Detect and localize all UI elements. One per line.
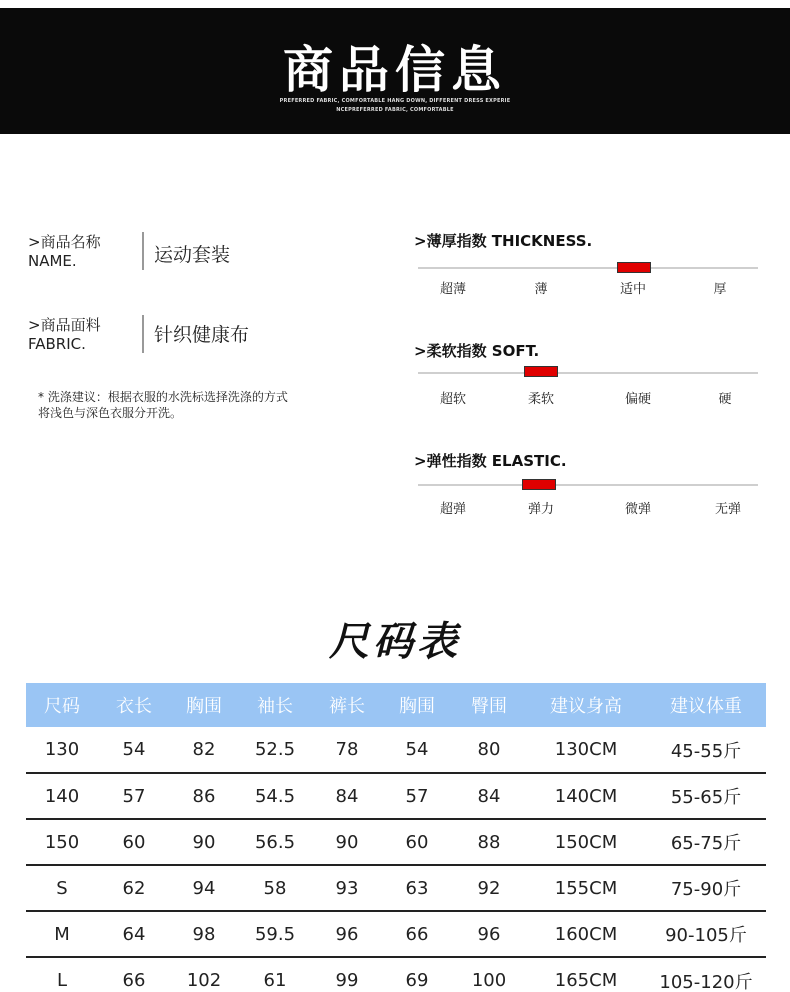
- table-cell: 130CM: [526, 727, 646, 773]
- table-cell: 105-120斤: [659, 971, 753, 992]
- table-cell: 90: [170, 819, 238, 865]
- header-cell: 裤长: [312, 683, 382, 727]
- table-cell: 100: [471, 970, 507, 991]
- thickness-label-2: 薄: [534, 282, 548, 297]
- banner-subtitle-line1: PREFERRED FABRIC, COMFORTABLE HANG DOWN, DIFFERENT DRESS EXPERIE: [279, 98, 511, 104]
- care-note: [38, 389, 288, 421]
- table-cell: 66: [122, 970, 146, 991]
- table-cell: 140: [26, 773, 98, 819]
- soft-label-3: 偏硬: [624, 392, 651, 407]
- thickness-label-4: 厚: [713, 282, 727, 297]
- banner-title: 商品信息: [283, 41, 507, 99]
- table-row: [26, 773, 766, 819]
- elastic-scale-line: [418, 484, 758, 486]
- table-cell: 63: [382, 865, 452, 911]
- table-cell: S: [26, 865, 98, 911]
- size-table-header: [26, 683, 766, 727]
- size-table: [26, 683, 766, 992]
- table-cell: 130: [26, 727, 98, 773]
- table-row: [26, 819, 766, 865]
- table-cell: 55-65斤: [646, 773, 766, 819]
- name-divider: [142, 232, 144, 270]
- table-cell: 45-55斤: [646, 727, 766, 773]
- name-label: [28, 233, 101, 271]
- table-cell: 90: [312, 819, 382, 865]
- table-cell: 58: [238, 865, 312, 911]
- table-cell: 82: [170, 727, 238, 773]
- fabric-divider: [142, 315, 144, 353]
- header-cell: 衣长: [98, 683, 170, 727]
- table-cell: L: [56, 970, 68, 991]
- soft-label-2: 柔软: [527, 392, 554, 407]
- table-row: [26, 865, 766, 911]
- header-cell: 胸围: [382, 683, 452, 727]
- table-cell: 75-90斤: [646, 865, 766, 911]
- table-cell: 102: [186, 970, 222, 991]
- header-cell: 袖长: [238, 683, 312, 727]
- table-cell: 90-105斤: [646, 911, 766, 957]
- table-cell: 160CM: [526, 911, 646, 957]
- table-cell: 96: [312, 911, 382, 957]
- table-cell: 60: [98, 819, 170, 865]
- elastic-label-4: 无弹: [714, 502, 741, 517]
- thickness-title: >薄厚指数 THICKNESS.: [414, 232, 593, 250]
- thickness-scale-line: [418, 267, 758, 269]
- table-cell: 65-75斤: [646, 819, 766, 865]
- table-cell: 99: [335, 970, 359, 991]
- table-cell: 54: [98, 727, 170, 773]
- thickness-label-3: 适中: [619, 282, 646, 297]
- table-cell: 59.5: [238, 911, 312, 957]
- header-cell: 尺码: [26, 683, 98, 727]
- table-cell: 93: [312, 865, 382, 911]
- table-cell: 56.5: [238, 819, 312, 865]
- header-cell: 建议身高: [526, 683, 646, 727]
- fabric-label: [28, 316, 101, 354]
- table-cell: 62: [98, 865, 170, 911]
- soft-title: >柔软指数 SOFT.: [414, 342, 540, 360]
- fabric-value: 针织健康布: [154, 324, 250, 346]
- table-row: [26, 727, 766, 773]
- table-cell: 61: [263, 970, 287, 991]
- soft-marker: [524, 366, 558, 377]
- thickness-marker: [617, 262, 651, 273]
- table-cell: 88: [452, 819, 526, 865]
- care-line-1: * 洗涤建议：根据衣服的水洗标选择洗涤的方式: [38, 390, 288, 404]
- table-cell: 69: [405, 970, 429, 991]
- soft-scale-line: [418, 372, 758, 374]
- table-cell: 84: [452, 773, 526, 819]
- table-cell: 60: [382, 819, 452, 865]
- care-line-2: 将浅色与深色衣服分开洗。: [38, 406, 183, 420]
- header-cell: 胸围: [170, 683, 238, 727]
- elastic-marker: [522, 479, 556, 490]
- table-cell: 140CM: [526, 773, 646, 819]
- name-label-en: NAME.: [28, 252, 77, 270]
- elastic-title: >弹性指数 ELASTIC.: [414, 452, 567, 470]
- table-cell: 54.5: [238, 773, 312, 819]
- table-cell: 54: [382, 727, 452, 773]
- table-cell: M: [26, 911, 98, 957]
- table-cell: 96: [452, 911, 526, 957]
- table-cell: 66: [382, 911, 452, 957]
- table-cell: 92: [452, 865, 526, 911]
- table-cell: 150: [26, 819, 98, 865]
- table-cell: 165CM: [554, 970, 618, 991]
- elastic-label-2: 弹力: [527, 502, 554, 517]
- elastic-label-1: 超弹: [439, 502, 466, 517]
- table-cell: 57: [382, 773, 452, 819]
- table-cell: 94: [170, 865, 238, 911]
- table-cell: 78: [312, 727, 382, 773]
- table-row: [26, 957, 766, 992]
- name-value: 运动套装: [154, 244, 231, 266]
- header-cell: 建议体重: [646, 683, 766, 727]
- table-cell: 86: [170, 773, 238, 819]
- table-cell: 155CM: [526, 865, 646, 911]
- soft-label-1: 超软: [439, 392, 466, 407]
- table-row: [26, 911, 766, 957]
- header-banner: [0, 8, 790, 134]
- table-cell: 150CM: [526, 819, 646, 865]
- fabric-label-en: FABRIC.: [28, 335, 86, 353]
- table-cell: 64: [98, 911, 170, 957]
- table-cell: 98: [170, 911, 238, 957]
- size-chart-title: 尺码表: [329, 619, 461, 665]
- name-label-cn: >商品名称: [28, 233, 101, 251]
- table-cell: 52.5: [238, 727, 312, 773]
- soft-label-4: 硬: [718, 392, 732, 407]
- table-cell: 57: [98, 773, 170, 819]
- header-cell: 臀围: [452, 683, 526, 727]
- thickness-label-1: 超薄: [439, 282, 466, 297]
- banner-subtitle-line2: NCEPREFERRED FABRIC, COMFORTABLE: [336, 107, 454, 113]
- table-cell: 84: [312, 773, 382, 819]
- elastic-label-3: 微弹: [624, 502, 651, 517]
- fabric-label-cn: >商品面料: [28, 316, 101, 334]
- table-cell: 80: [452, 727, 526, 773]
